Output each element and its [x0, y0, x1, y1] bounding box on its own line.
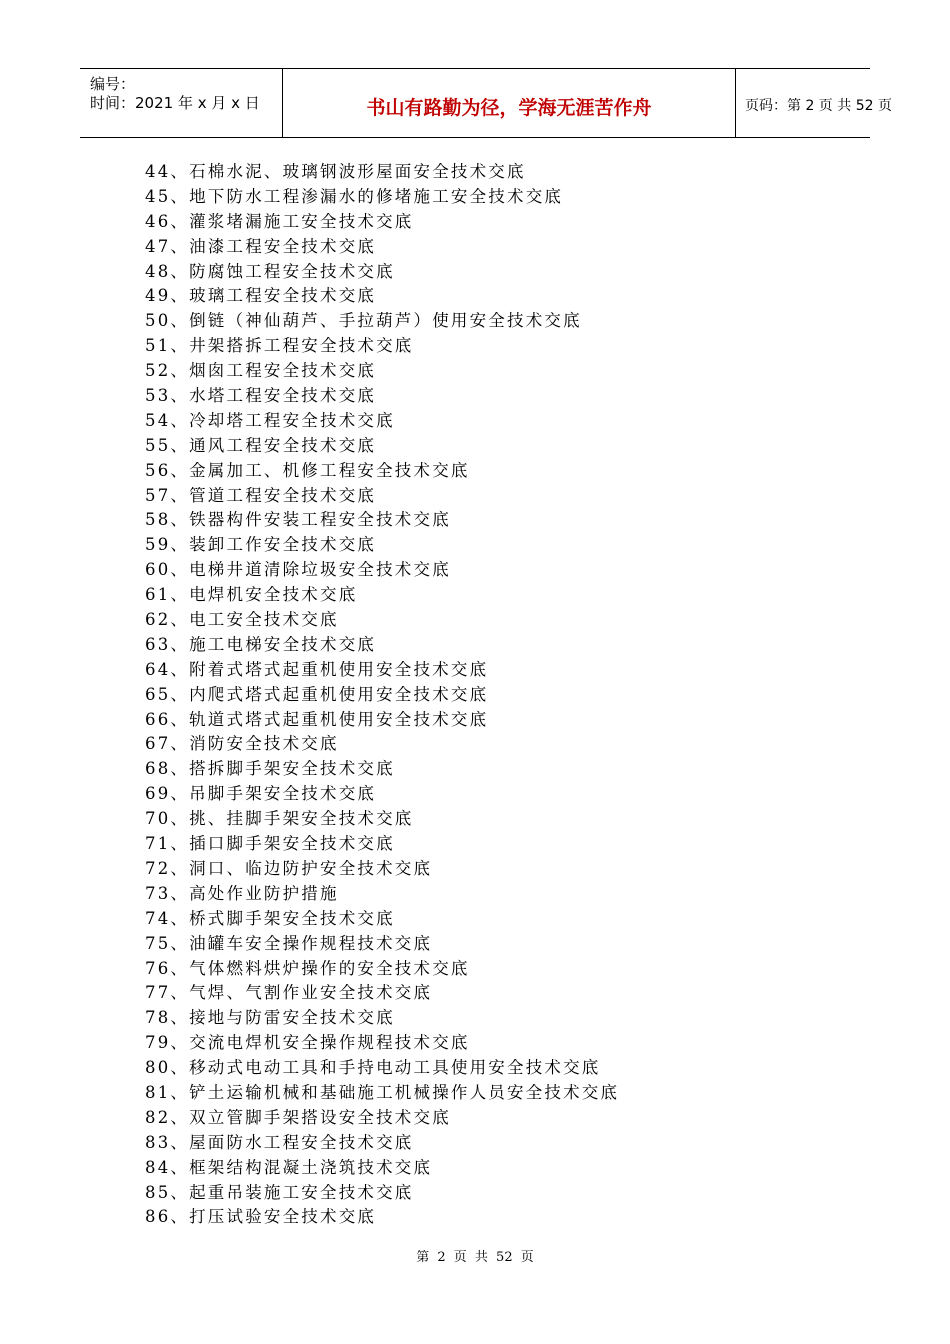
list-item: 71、插口脚手架安全技术交底 [145, 834, 395, 854]
page-header [80, 68, 892, 138]
list-item: 59、装卸工作安全技术交底 [145, 535, 377, 555]
list-item: 51、井架搭拆工程安全技术交底 [145, 336, 414, 356]
list-item: 76、气体燃料烘炉操作的安全技术交底 [145, 958, 470, 978]
header-page-cell [735, 69, 892, 137]
list-item: 61、电焊机安全技术交底 [145, 585, 358, 605]
list-item: 78、接地与防雷安全技术交底 [145, 1008, 395, 1028]
list-item: 86、打压试验安全技术交底 [145, 1207, 377, 1227]
list-item: 57、管道工程安全技术交底 [145, 485, 377, 505]
document-number-label: 编号： [90, 75, 136, 93]
list-item: 70、挑、挂脚手架安全技术交底 [145, 809, 414, 829]
list-item: 68、搭拆脚手架安全技术交底 [145, 759, 395, 779]
list-item: 55、通风工程安全技术交底 [145, 435, 377, 455]
list-item: 63、施工电梯安全技术交底 [145, 634, 377, 654]
list-item: 84、框架结构混凝土浇筑技术交底 [145, 1157, 433, 1177]
list-item: 54、冷却塔工程安全技术交底 [145, 410, 395, 430]
list-item: 58、铁器构件安装工程安全技术交底 [145, 510, 451, 530]
list-item: 69、吊脚手架安全技术交底 [145, 784, 377, 804]
list-item: 45、地下防水工程渗漏水的修堵施工安全技术交底 [145, 186, 564, 206]
list-item: 48、防腐蚀工程安全技术交底 [145, 261, 395, 281]
list-item: 50、倒链（神仙葫芦、手拉葫芦）使用安全技术交底 [145, 311, 582, 331]
list-item: 72、洞口、临边防护安全技术交底 [145, 858, 433, 878]
list-item: 56、金属加工、机修工程安全技术交底 [145, 460, 470, 480]
list-item: 53、水塔工程安全技术交底 [145, 386, 377, 406]
list-item: 60、电梯井道清除垃圾安全技术交底 [145, 560, 451, 580]
document-date: 时间：2021 年 x 月 x 日 [90, 94, 260, 112]
list-item: 74、桥式脚手架安全技术交底 [145, 908, 395, 928]
list-item: 80、移动式电动工具和手持电动工具使用安全技术交底 [145, 1058, 601, 1078]
list-item: 49、玻璃工程安全技术交底 [145, 286, 377, 306]
list-item: 64、附着式塔式起重机使用安全技术交底 [145, 659, 489, 679]
page-footer: 第 2 页 共 52 页 [416, 1250, 534, 1265]
list-item: 44、石棉水泥、玻璃钢波形屋面安全技术交底 [145, 162, 526, 181]
list-item: 82、双立管脚手架搭设安全技术交底 [145, 1107, 451, 1127]
header-page-info: 页码：第 2 页 共 52 页 [745, 98, 892, 114]
list-item: 65、内爬式塔式起重机使用安全技术交底 [145, 684, 489, 704]
header-motto-cell [282, 69, 736, 137]
item-list [145, 160, 619, 1230]
list-item: 81、铲土运输机械和基础施工机械操作人员安全技术交底 [145, 1082, 620, 1102]
list-item: 52、烟囱工程安全技术交底 [145, 361, 377, 381]
motto-text: 书山有路勤为径，学海无涯苦作舟 [366, 97, 652, 119]
list-item: 75、油罐车安全操作规程技术交底 [145, 933, 433, 953]
list-item: 67、消防安全技术交底 [145, 734, 339, 754]
list-item: 46、灌浆堵漏施工安全技术交底 [145, 211, 414, 231]
list-item: 73、高处作业防护措施 [145, 883, 339, 903]
list-item: 79、交流电焊机安全操作规程技术交底 [145, 1033, 470, 1053]
list-item: 66、轨道式塔式起重机使用安全技术交底 [145, 709, 489, 729]
list-item: 77、气焊、气割作业安全技术交底 [145, 983, 433, 1003]
list-item: 62、电工安全技术交底 [145, 610, 339, 630]
list-item: 47、油漆工程安全技术交底 [145, 236, 377, 256]
list-item: 85、起重吊装施工安全技术交底 [145, 1182, 414, 1202]
header-meta-cell [80, 69, 282, 137]
list-item: 83、屋面防水工程安全技术交底 [145, 1132, 414, 1152]
